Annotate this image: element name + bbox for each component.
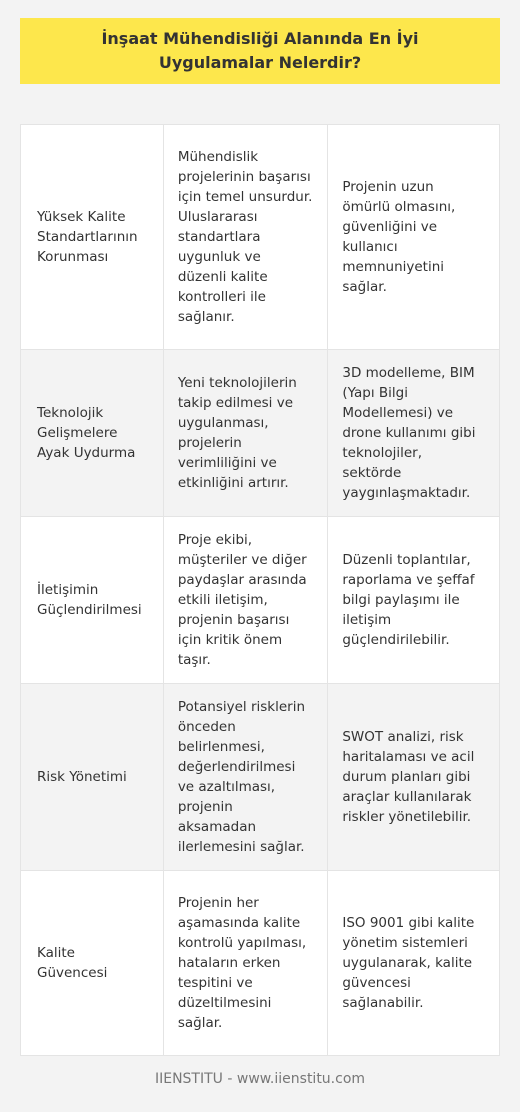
footer-credit: IIENSTITU - www.iienstitu.com xyxy=(154,1071,366,1087)
table-row xyxy=(21,517,500,684)
row-detail: SWOT analizi, risk haritalaması ve acil durum planları gibi araçlar kullanılarak riskler yönetilebilir. xyxy=(328,684,500,871)
title-banner xyxy=(20,18,500,84)
row-topic: Yüksek Kalite Standartlarının Korunması xyxy=(21,125,164,350)
row-detail: Düzenli toplantılar, raporlama ve şeffaf bilgi paylaşımı ile iletişim güçlendirilebilir. xyxy=(328,517,500,684)
row-topic: Risk Yönetimi xyxy=(21,684,164,871)
row-description: Projenin her aşamasında kalite kontrolü yapılması, hataların erken tespitini ve düzeltilmesini sağlar. xyxy=(163,871,328,1056)
row-description: Mühendislik projelerinin başarısı için temel unsurdur. Uluslararası standartlara uygunluk ve düzenli kalite kontrolleri ile sağlanır. xyxy=(163,125,328,350)
row-detail: Projenin uzun ömürlü olmasını, güvenliğini ve kullanıcı memnuniyetini sağlar. xyxy=(328,125,500,350)
practices-table xyxy=(20,124,500,1056)
row-topic: Teknolojik Gelişmelere Ayak Uydurma xyxy=(21,350,164,517)
table-row xyxy=(21,125,500,350)
row-description: Proje ekibi, müşteriler ve diğer paydaşlar arasında etkili iletişim, projenin başarısı için kritik önem taşır. xyxy=(163,517,328,684)
table-row xyxy=(21,684,500,871)
page-title: İnşaat Mühendisliği Alanında En İyi Uygulamalar Nelerdir? xyxy=(101,29,419,72)
row-topic: İletişimin Güçlendirilmesi xyxy=(21,517,164,684)
row-detail: ISO 9001 gibi kalite yönetim sistemleri uygulanarak, kalite güvencesi sağlanabilir. xyxy=(328,871,500,1056)
row-description: Potansiyel risklerin önceden belirlenmesi, değerlendirilmesi ve azaltılması, projenin aksamadan ilerlemesini sağlar. xyxy=(163,684,328,871)
row-detail: 3D modelleme, BIM (Yapı Bilgi Modellemesi) ve drone kullanımı gibi teknolojiler, sektörde yaygınlaşmaktadır. xyxy=(328,350,500,517)
table-row xyxy=(21,871,500,1056)
row-topic: Kalite Güvencesi xyxy=(21,871,164,1056)
table-row xyxy=(21,350,500,517)
row-description: Yeni teknolojilerin takip edilmesi ve uygulanması, projelerin verimliliğini ve etkinliğini artırır. xyxy=(163,350,328,517)
